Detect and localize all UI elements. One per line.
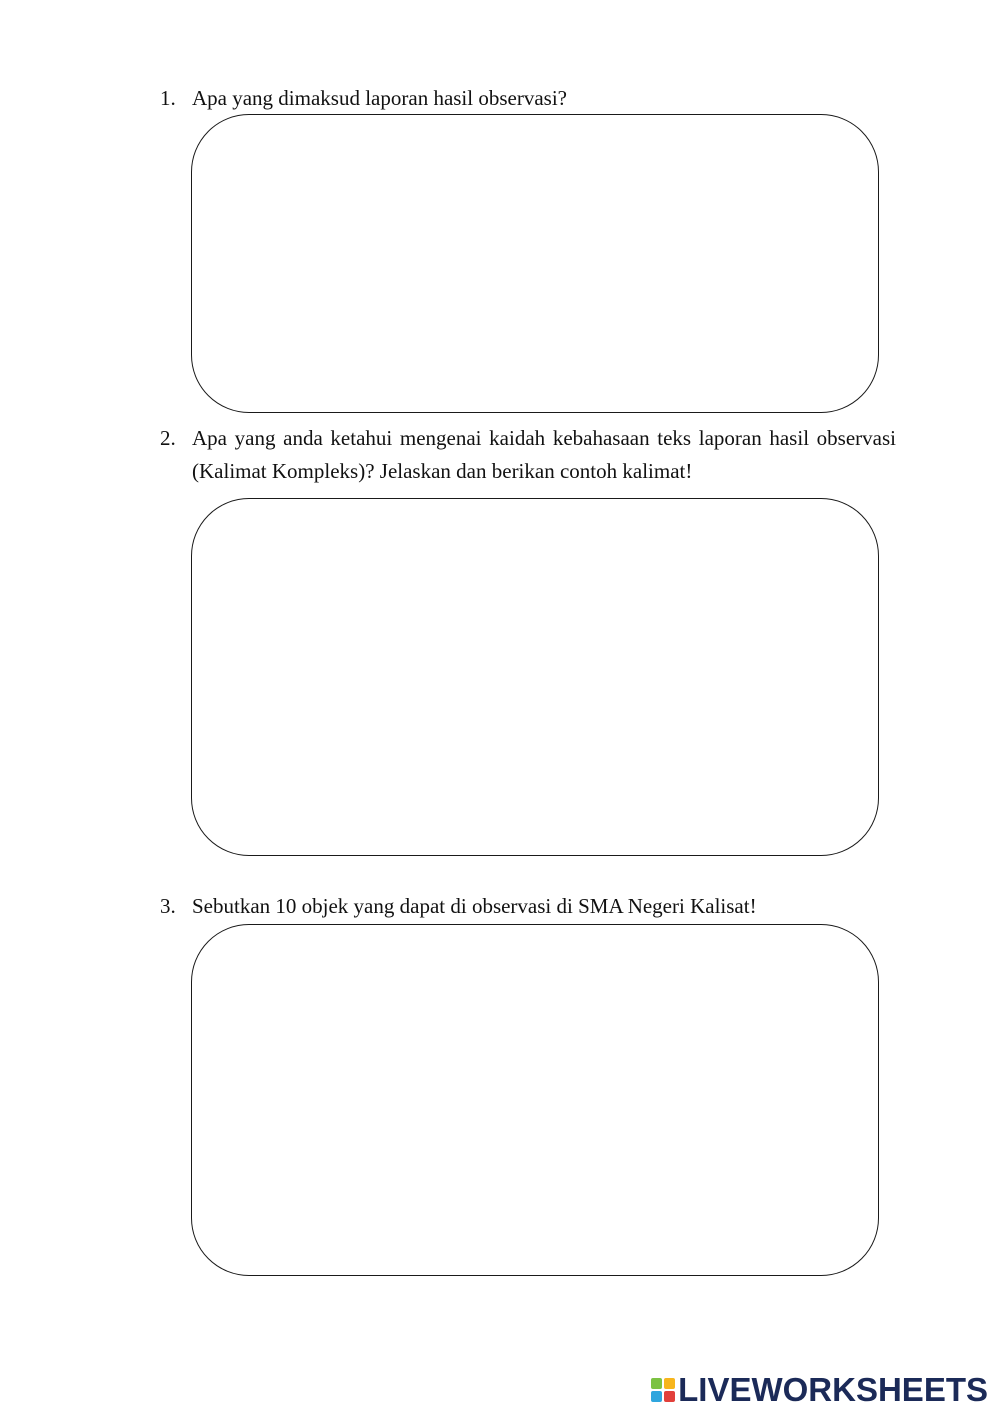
- question-1-text: Apa yang dimaksud laporan hasil observasi?: [192, 86, 567, 110]
- answer-box-3[interactable]: [191, 924, 879, 1276]
- answer-box-2[interactable]: [191, 498, 879, 856]
- question-3-number: 3.: [160, 894, 176, 918]
- question-2-text: Apa yang anda ketahui mengenai kaidah kebahasaan teks laporan hasil observasi (Kalimat Kompleks)? Jelaskan dan berikan contoh kalimat!: [192, 426, 896, 483]
- question-1-number: 1.: [160, 86, 176, 110]
- question-2-number: 2.: [160, 426, 176, 450]
- logo-square-2: [664, 1378, 675, 1389]
- question-3: [160, 890, 896, 923]
- question-3-text: Sebutkan 10 objek yang dapat di observasi di SMA Negeri Kalisat!: [192, 894, 757, 918]
- question-2: [160, 422, 896, 488]
- answer-box-1[interactable]: [191, 114, 879, 413]
- question-1: [160, 82, 896, 115]
- logo-square-1: [651, 1378, 662, 1389]
- logo-square-3: [651, 1391, 662, 1402]
- liveworksheets-wordmark: LIVEWORKSHEETS: [678, 1371, 988, 1408]
- liveworksheets-logo-icon: [651, 1378, 675, 1402]
- logo-square-4: [664, 1391, 675, 1402]
- liveworksheets-branding: [651, 1372, 988, 1408]
